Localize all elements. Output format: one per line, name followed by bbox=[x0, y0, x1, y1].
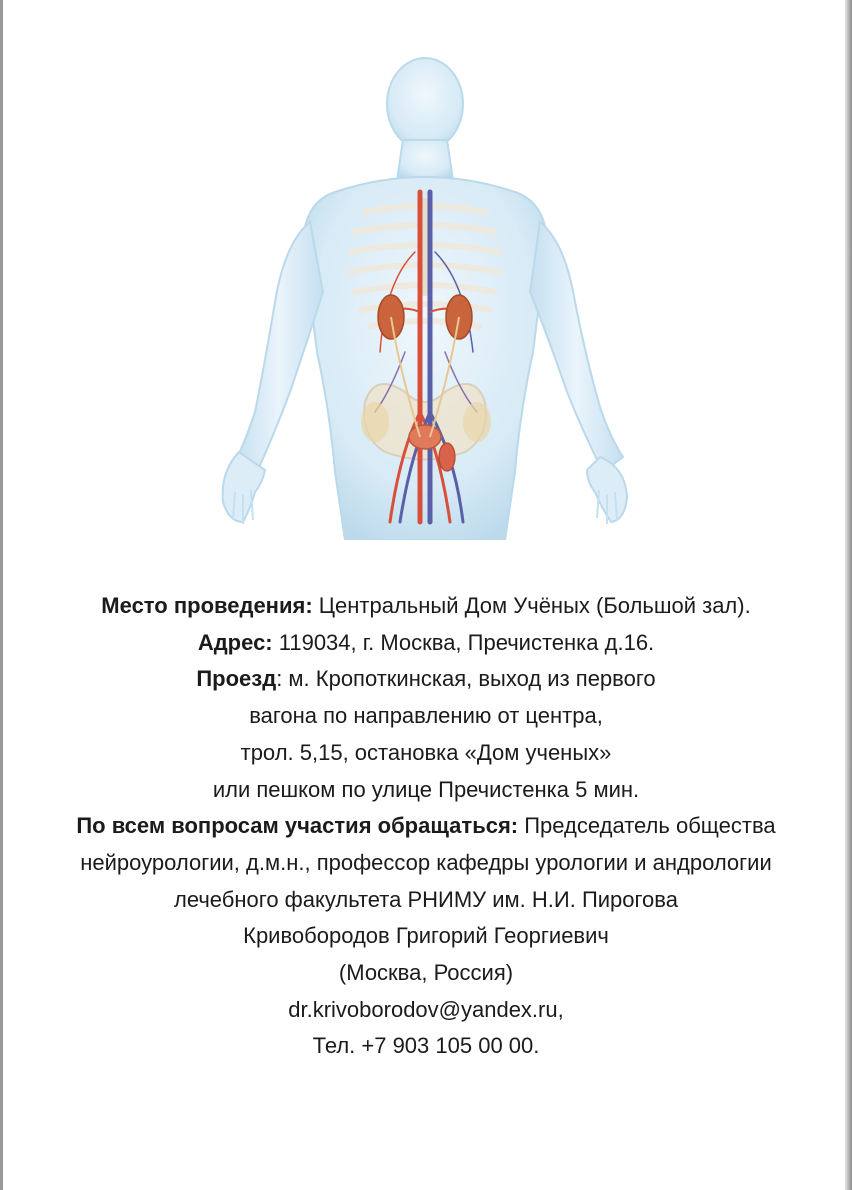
directions-line-4: или пешком по улице Пречистенка 5 мин. bbox=[212, 776, 640, 802]
contact-phone: Тел. +7 903 105 00 00. bbox=[312, 1033, 540, 1059]
venue-label: Место проведения: bbox=[101, 593, 313, 618]
contact-location: (Москва, Россия) bbox=[338, 960, 514, 986]
body-silhouette bbox=[223, 58, 627, 540]
contact-line-2: нейроурологии, д.м.н., профессор кафедры урологии и андрологии bbox=[80, 849, 772, 875]
directions-label: Проезд bbox=[196, 666, 277, 692]
address-text: 119034, г. Москва, Пречистенка д.16. bbox=[272, 629, 655, 655]
venue-text: Центральный Дом Учёных (Большой зал). bbox=[312, 593, 751, 618]
contact-label: По всем вопросам участия обращаться: bbox=[76, 813, 519, 839]
contact-line-1 bbox=[20, 808, 832, 845]
anatomy-illustration bbox=[215, 52, 635, 540]
event-info bbox=[20, 588, 832, 1065]
venue-line bbox=[20, 588, 832, 625]
contact-text-1: Председатель общества bbox=[518, 813, 776, 839]
page-right-edge bbox=[845, 0, 852, 1190]
directions-line-1 bbox=[20, 661, 832, 698]
contact-email: dr.krivoborodov@yandex.ru, bbox=[288, 996, 564, 1022]
directions-line-3: трол. 5,15, остановка «Дом ученых» bbox=[240, 739, 612, 765]
directions-text-1: : м. Кропоткинская, выход из первого bbox=[276, 666, 656, 692]
address-line bbox=[20, 625, 832, 662]
contact-name: Кривобородов Григорий Георгиевич bbox=[243, 923, 609, 949]
directions-line-2: вагона по направлению от центра, bbox=[249, 703, 603, 729]
page-left-edge bbox=[0, 0, 3, 1190]
address-label: Адрес: bbox=[197, 629, 273, 655]
contact-line-3: лечебного факультета РНИМУ им. Н.И. Пирогова bbox=[174, 886, 678, 912]
